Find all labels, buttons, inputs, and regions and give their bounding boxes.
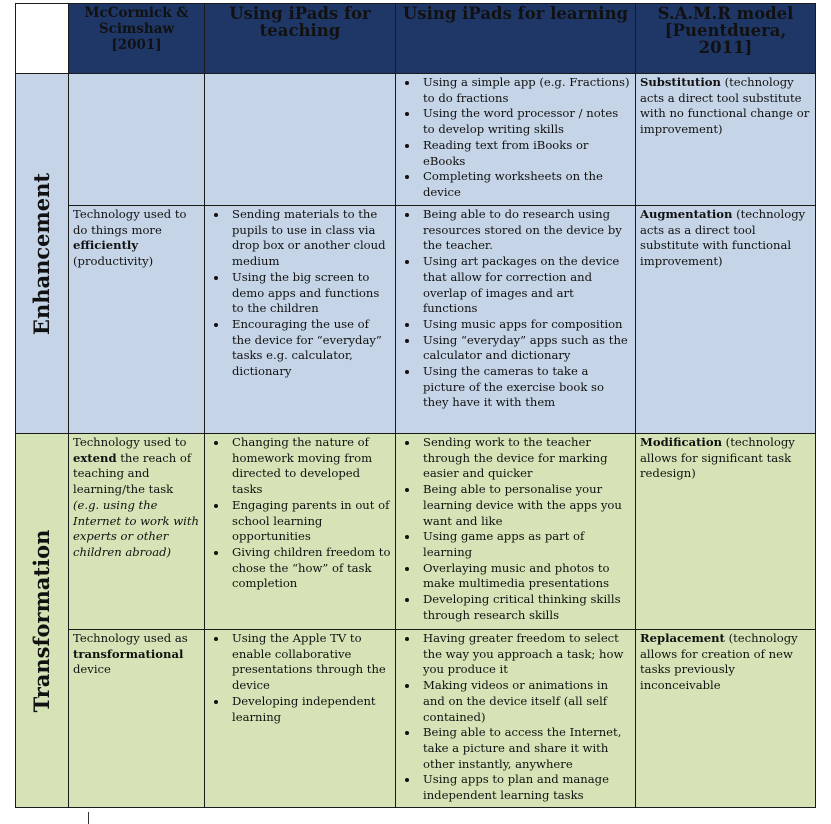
row-modification-mccormick [69,434,205,630]
samr-comparison-table [15,3,816,808]
header-mccormick-line3: [2001] [111,37,162,53]
list-item: • Having greater freedom to select the way you approach a task; how you produce it [419,631,631,678]
list-item: • Using the Apple TV to enable collaborative presentations through the device [228,631,391,694]
mccormick-bold: extend [73,450,117,465]
samr-term: Augmentation [640,207,733,221]
list-item: • Being able to personalise your learning device with the apps you want and like [419,482,631,529]
row-substitution-samr [636,74,816,206]
learning-list [400,435,631,623]
row-substitution-teaching [205,74,396,206]
mccormick-text-post: device [73,662,111,677]
header-mccormick-line2: Scimshaw [98,21,175,37]
list-item: • Using “everyday” apps such as the calculator and dictionary [419,333,631,364]
mccormick-text: Technology used as [73,631,188,645]
samr-term: Modification [640,435,722,449]
header-corner-cell [16,4,69,74]
phase-transformation-label: Transformation [29,529,55,712]
samr-term: Replacement [640,631,725,645]
row-augmentation-learning [396,206,636,434]
row-substitution-mccormick [69,74,205,206]
row-substitution-learning [396,74,636,206]
row-substitution [16,74,816,206]
list-item: • Using music apps for composition [419,317,631,333]
learning-list [400,75,631,201]
mccormick-text-post: the reach of teaching and learning/the task [73,450,192,497]
row-modification-teaching [205,434,396,630]
samr-description: (technology allows for significant task redesign) [640,435,795,481]
row-modification-learning [396,434,636,630]
teaching-list [209,631,391,725]
list-item: • Sending materials to the pupils to use in class via drop box or another cloud medium [228,207,391,270]
phase-enhancement [16,74,69,434]
list-item: • Using apps to plan and manage independent learning tasks [419,772,631,803]
samr-description: (technology acts as a direct tool substitute with functional improvement) [640,207,806,269]
row-replacement-teaching [205,630,396,808]
row-modification-samr [636,434,816,630]
list-item: • Using the word processor / notes to develop writing skills [419,106,631,137]
list-item: • Using game apps as part of learning [419,529,631,560]
row-augmentation-teaching [205,206,396,434]
learning-list [400,631,631,804]
list-item: • Changing the nature of homework moving from directed to developed tasks [228,435,391,498]
list-item: • Overlaying music and photos to make multimedia presentations [419,561,631,592]
list-item: • Using the cameras to take a picture of the exercise book so they have it with them [419,364,631,411]
row-replacement [16,630,816,808]
header-mccormick [69,4,205,74]
row-augmentation [16,206,816,434]
learning-list [400,207,631,411]
header-samr [636,4,816,74]
header-row [16,4,816,74]
header-teaching: Using iPads for teaching [205,4,396,74]
mccormick-bold: transformational [73,646,184,661]
list-item: • Being able to do research using resources stored on the device by the teacher. [419,207,631,254]
list-item: • Encouraging the use of the device for “everyday” tasks e.g. calculator, dictionary [228,317,391,380]
row-replacement-samr [636,630,816,808]
list-item: • Developing critical thinking skills through research skills [419,592,631,623]
header-learning: Using iPads for learning [396,4,636,74]
mccormick-bold: efficiently [73,238,139,253]
list-item: • Sending work to the teacher through the device for marking easier and quicker [419,435,631,482]
phase-enhancement-label: Enhancement [29,172,55,335]
list-item: • Completing worksheets on the device [419,169,631,200]
list-item: • Developing independent learning [228,694,391,725]
header-samr-line2: [Puentduera, 2011] [664,21,787,57]
mccormick-text: Technology used to [73,435,187,449]
list-item: • Making videos or animations in and on the device itself (all self contained) [419,678,631,725]
mccormick-text: Technology used to do things more [73,207,187,237]
header-mccormick-line1: McCormick & [84,5,189,21]
list-item: • Engaging parents in out of school learning opportunities [228,498,391,545]
list-item: • Using a simple app (e.g. Fractions) to do fractions [419,75,631,106]
row-replacement-learning [396,630,636,808]
list-item: • Using the big screen to demo apps and functions to the children [228,270,391,317]
samr-term: Substitution [640,75,721,89]
header-samr-line1: S.A.M.R model [657,4,794,23]
teaching-list [209,207,391,380]
teaching-list [209,435,391,592]
mccormick-text-post: (productivity) [73,254,154,269]
list-item: • Giving children freedom to chose the “how” of task completion [228,545,391,592]
phase-transformation [16,434,69,808]
text-cursor-mark [88,812,89,824]
samr-description: (technology acts a direct tool substitute with no functional change or improvement) [640,75,810,137]
list-item: • Using art packages on the device that allow for correction and overlap of images and art functions [419,254,631,317]
list-item: • Reading text from iBooks or eBooks [419,138,631,169]
list-item: • Being able to access the Internet, take a picture and share it with other instantly, anywhere [419,725,631,772]
samr-description: (technology allows for creation of new tasks previously inconceivable [640,631,798,693]
row-modification [16,434,816,630]
row-augmentation-samr [636,206,816,434]
row-replacement-mccormick [69,630,205,808]
mccormick-italic: (e.g. using the Internet to work with experts or other children abroad) [73,497,200,559]
row-augmentation-mccormick [69,206,205,434]
